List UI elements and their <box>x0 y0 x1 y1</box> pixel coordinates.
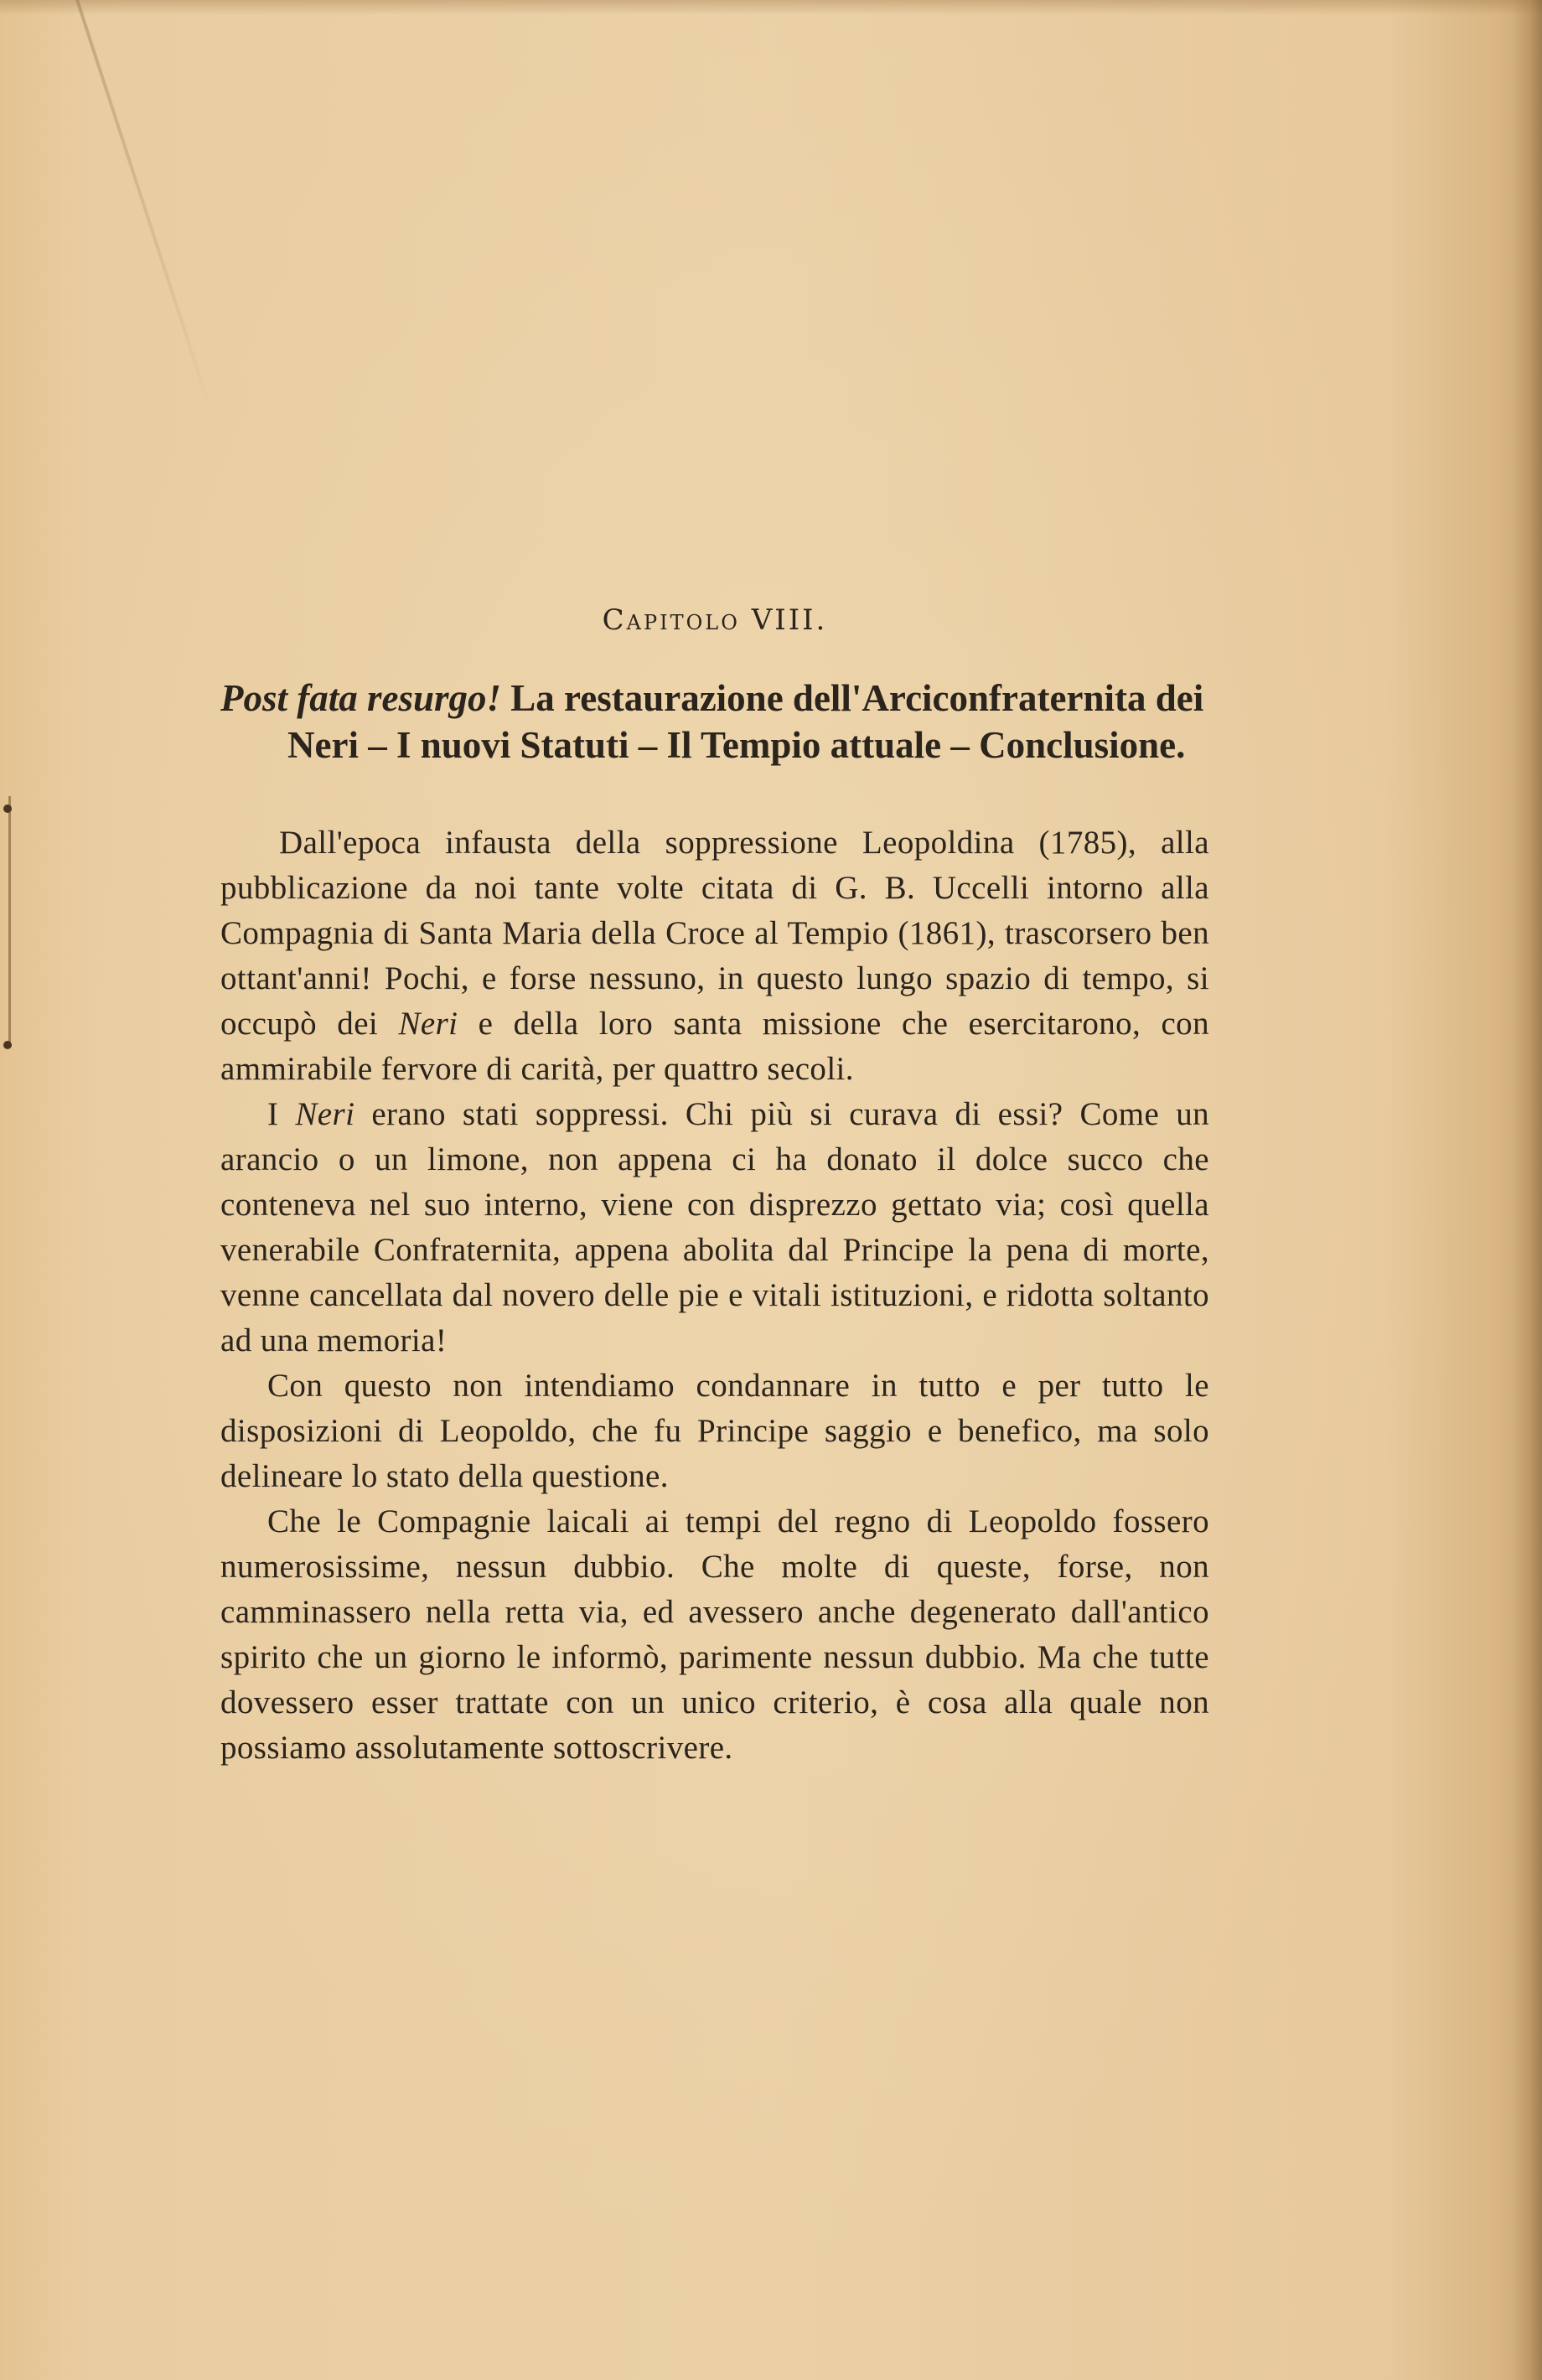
paragraph-1-text-a: Dall'epoca infausta della soppressione Leopoldina (1785), alla pubblicazione da noi tante volte citata di G. B. Uccelli intorno alla Compagnia di Santa Maria della Croce al Tempio (1861), trascorsero ben ottant'anni! Pochi, e forse nessuno, in questo lungo spazio di tempo, si occupò dei <box>220 825 1209 1042</box>
paragraph-1-text-b: e della loro santa missione che esercitarono, con ammirabile fervore di carità, per quattro secoli. <box>220 1006 1209 1087</box>
paragraph-1 <box>220 820 1209 1092</box>
paragraph-2 <box>220 1092 1209 1363</box>
page-top-edge <box>0 0 1542 15</box>
heading-subjects: La restaurazione dell'Arciconfraternita dei Neri – I nuovi Statuti – Il Tempio attuale – Conclusione. <box>287 677 1204 766</box>
paragraph-1-emphasis: Neri <box>398 1006 458 1042</box>
paragraph-2-text-a: I <box>267 1096 296 1132</box>
paragraph-3: Con questo non intendiamo condannare in tutto e per tutto le disposizioni di Leopoldo, che fu Principe saggio e benefico, ma solo delineare lo stato della questione. <box>220 1368 1209 1494</box>
page-right-edge <box>1512 0 1542 2380</box>
binding-hole-bottom <box>3 1041 12 1049</box>
chapter-title: Capitolo VIII. <box>602 603 828 637</box>
heading-motto: Post fata resurgo! <box>220 677 502 719</box>
chapter-heading <box>220 675 1209 768</box>
paragraph-2-emphasis: Neri <box>295 1096 355 1132</box>
paragraph-2-text-b: erano stati soppressi. Chi più si curava di essi? Come un arancio o un limone, non appena ci ha donato il dolce succo che conteneva nel suo interno, viene con disprezzo gettato via; così quella venerabile Confraternita, appena abolita dal Principe la pena di morte, venne cancellata dal novero delle pie e vitali istituzioni, e ridotta soltanto ad una memoria! <box>220 1096 1209 1358</box>
paragraph-4: Che le Compagnie laicali ai tempi del regno di Leopoldo fossero numerosissime, nessun dubbio. Che molte di queste, forse, non camminassero nella retta via, ed avessero anche degenerato dall'antico spirito che un giorno le informò, parimente nessun dubbio. Ma che tutte dovessero esser trattate con un unico criterio, è cosa alla quale non possiamo assolutamente sottoscrivere. <box>220 1503 1209 1766</box>
paper-crease <box>75 0 213 415</box>
text-block <box>220 603 1209 1771</box>
binding-stitch <box>8 796 16 1048</box>
binding-hole-top <box>3 805 12 813</box>
